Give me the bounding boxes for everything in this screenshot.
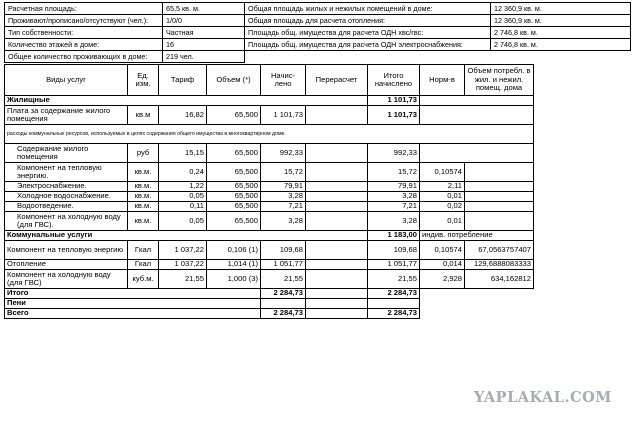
cell-total: 15,72	[368, 163, 420, 182]
vsego-row	[5, 309, 534, 319]
cell-charged: 3,28	[261, 212, 306, 231]
table-row	[5, 192, 534, 202]
info-value: 1/0/0	[163, 15, 245, 27]
info-value2: 2 746,8 кв. м.	[491, 27, 631, 39]
sub-tariff: 15,15	[159, 144, 207, 163]
cell-tariff: 0,24	[159, 163, 207, 182]
maintenance-unit: кв.м	[128, 106, 159, 125]
maintenance-total: 1 101,73	[368, 106, 420, 125]
itogo-row	[5, 289, 534, 299]
header-unit: Ед. изм.	[128, 65, 159, 96]
cell-name: Компонент на тепловую энергию	[5, 241, 128, 260]
cell-charged: 15,72	[261, 163, 306, 182]
cell-tariff: 1 037,22	[159, 241, 207, 260]
cell-consumption: 129,6888083333	[465, 260, 534, 270]
info-value2: 2 746,8 кв. м.	[491, 39, 631, 51]
account-info-table	[4, 2, 631, 63]
table-row	[5, 163, 534, 182]
maintenance-row	[5, 106, 534, 125]
header-service: Виды услуг	[5, 65, 128, 96]
note-row	[5, 125, 534, 144]
section-communal-note: индив. потребление	[420, 231, 534, 241]
sub-charged: 992,33	[261, 144, 306, 163]
section-housing-total: 1 101,73	[368, 96, 420, 106]
header-tariff: Тариф	[159, 65, 207, 96]
cell-norm: 0,01	[420, 192, 465, 202]
cell-name: Компонент на холодную воду (для ГВС)	[5, 270, 128, 289]
cell-tariff: 0,05	[159, 192, 207, 202]
cell-name: Компонент на тепловую энергию.	[5, 163, 128, 182]
info-label2: Общая площадь для расчета отопления:	[245, 15, 491, 27]
components-body	[5, 163, 534, 231]
note-text: расходы коммунальных ресурсов, используемых в целях содержания общего имущества в многоквартирном доме.	[5, 125, 534, 144]
section-housing-label: Жилищные	[5, 96, 368, 106]
section-communal-row	[5, 231, 534, 241]
info-value2	[491, 51, 631, 63]
account-info-body	[5, 3, 631, 63]
maintenance-name: Плата за содержание жилого помещения	[5, 106, 128, 125]
cell-unit: куб.м.	[128, 270, 159, 289]
header-recalc: Перерасчет	[306, 65, 368, 96]
info-value: Частная	[163, 27, 245, 39]
info-label: Проживают/прописано/отсутствуют (чел.):	[5, 15, 163, 27]
cell-volume: 65,500	[207, 212, 261, 231]
info-label: Количество этажей в доме:	[5, 39, 163, 51]
info-value: 65,5 кв. м.	[163, 3, 245, 15]
utilities-body	[5, 241, 534, 289]
cell-volume: 1,014 (1)	[207, 260, 261, 270]
sub-volume: 65,500	[207, 144, 261, 163]
info-value2: 12 360,9 кв. м.	[491, 15, 631, 27]
cell-name: Отопление	[5, 260, 128, 270]
cell-total: 79,91	[368, 182, 420, 192]
sub-unit: руб	[128, 144, 159, 163]
header-charged: Начис- лено	[261, 65, 306, 96]
cell-norm: 2,11	[420, 182, 465, 192]
cell-unit: кв.м.	[128, 163, 159, 182]
table-row	[5, 182, 534, 192]
cell-norm: 0,10574	[420, 241, 465, 260]
header-volume: Объем (*)	[207, 65, 261, 96]
cell-norm: 2,928	[420, 270, 465, 289]
info-row	[5, 51, 631, 63]
info-row	[5, 39, 631, 51]
table-row	[5, 270, 534, 289]
table-row	[5, 212, 534, 231]
cell-unit: кв.м.	[128, 212, 159, 231]
sub-total: 992,33	[368, 144, 420, 163]
cell-unit: кв.м.	[128, 202, 159, 212]
vsego-charged: 2 284,73	[261, 309, 306, 319]
cell-norm: 0,10574	[420, 163, 465, 182]
info-label2: Общая площадь жилых и нежилых помещений в доме:	[245, 3, 491, 15]
cell-consumption: 634,162812	[465, 270, 534, 289]
cell-unit: Гкал	[128, 241, 159, 260]
cell-total: 3,28	[368, 212, 420, 231]
section-communal-total: 1 183,00	[368, 231, 420, 241]
itogo-total: 2 284,73	[368, 289, 420, 299]
cell-tariff: 0,05	[159, 212, 207, 231]
table-row	[5, 241, 534, 260]
cell-charged: 7,21	[261, 202, 306, 212]
table-row	[5, 260, 534, 270]
table-row	[5, 202, 534, 212]
info-row	[5, 27, 631, 39]
vsego-total: 2 284,73	[368, 309, 420, 319]
cell-charged: 21,55	[261, 270, 306, 289]
cell-tariff: 21,55	[159, 270, 207, 289]
itogo-charged: 2 284,73	[261, 289, 306, 299]
cell-name: Электроснабжение.	[5, 182, 128, 192]
cell-name: Холодное водоснабжение.	[5, 192, 128, 202]
info-value: 219 чел.	[163, 51, 245, 63]
info-label: Расчетная площадь:	[5, 3, 163, 15]
header-norm: Норм-в	[420, 65, 465, 96]
itogo-label: Итого	[5, 289, 261, 299]
cell-charged: 109,68	[261, 241, 306, 260]
cell-tariff: 1 037,22	[159, 260, 207, 270]
cell-volume: 65,500	[207, 192, 261, 202]
cell-volume: 0,106 (1)	[207, 241, 261, 260]
cell-volume: 65,500	[207, 182, 261, 192]
cell-norm: 0,02	[420, 202, 465, 212]
cell-total: 3,28	[368, 192, 420, 202]
maintenance-charged: 1 101,73	[261, 106, 306, 125]
sub-name: Содержание жилого помещения	[5, 144, 128, 163]
maintenance-volume: 65,500	[207, 106, 261, 125]
table-header-row	[5, 65, 534, 96]
info-row	[5, 15, 631, 27]
peni-row	[5, 299, 534, 309]
cell-total: 1 051,77	[368, 260, 420, 270]
info-label2	[245, 51, 491, 63]
watermark-logo: YAPLAKAL.COM	[474, 389, 612, 406]
cell-charged: 1 051,77	[261, 260, 306, 270]
info-value2: 12 360,9 кв. м.	[491, 3, 631, 15]
vsego-label: Всего	[5, 309, 261, 319]
cell-name: Водоотведение.	[5, 202, 128, 212]
cell-unit: кв.м.	[128, 192, 159, 202]
cell-volume: 1,000 (3)	[207, 270, 261, 289]
info-label: Общее количество проживающих в доме:	[5, 51, 163, 63]
peni-label: Пени	[5, 299, 261, 309]
cell-unit: кв.м.	[128, 182, 159, 192]
cell-total: 109,68	[368, 241, 420, 260]
info-label: Тип собственности:	[5, 27, 163, 39]
cell-unit: Гкал	[128, 260, 159, 270]
header-consumption: Объем потребл. в жил. и нежил. помещ. дома	[465, 65, 534, 96]
maintenance-tariff: 16,82	[159, 106, 207, 125]
cell-name: Компонент на холодную воду (для ГВС).	[5, 212, 128, 231]
section-housing-row	[5, 96, 534, 106]
cell-total: 7,21	[368, 202, 420, 212]
section-communal-label: Коммунальные услуги	[5, 231, 368, 241]
cell-total: 21,55	[368, 270, 420, 289]
cell-norm: 0,01	[420, 212, 465, 231]
cell-charged: 3,28	[261, 192, 306, 202]
cell-tariff: 1,22	[159, 182, 207, 192]
cell-volume: 65,500	[207, 163, 261, 182]
cell-consumption: 67,0563757407	[465, 241, 534, 260]
sub-row	[5, 144, 534, 163]
cell-norm: 0,014	[420, 260, 465, 270]
info-label2: Площадь общ. имущества для расчета ОДН электроснабжения:	[245, 39, 491, 51]
cell-volume: 65,500	[207, 202, 261, 212]
cell-tariff: 0,11	[159, 202, 207, 212]
header-total: Итого начислено	[368, 65, 420, 96]
cell-charged: 79,91	[261, 182, 306, 192]
info-row	[5, 3, 631, 15]
charges-table	[4, 64, 534, 319]
info-value: 16	[163, 39, 245, 51]
info-label2: Площадь общ. имущества для расчета ОДН хвс/гвс:	[245, 27, 491, 39]
